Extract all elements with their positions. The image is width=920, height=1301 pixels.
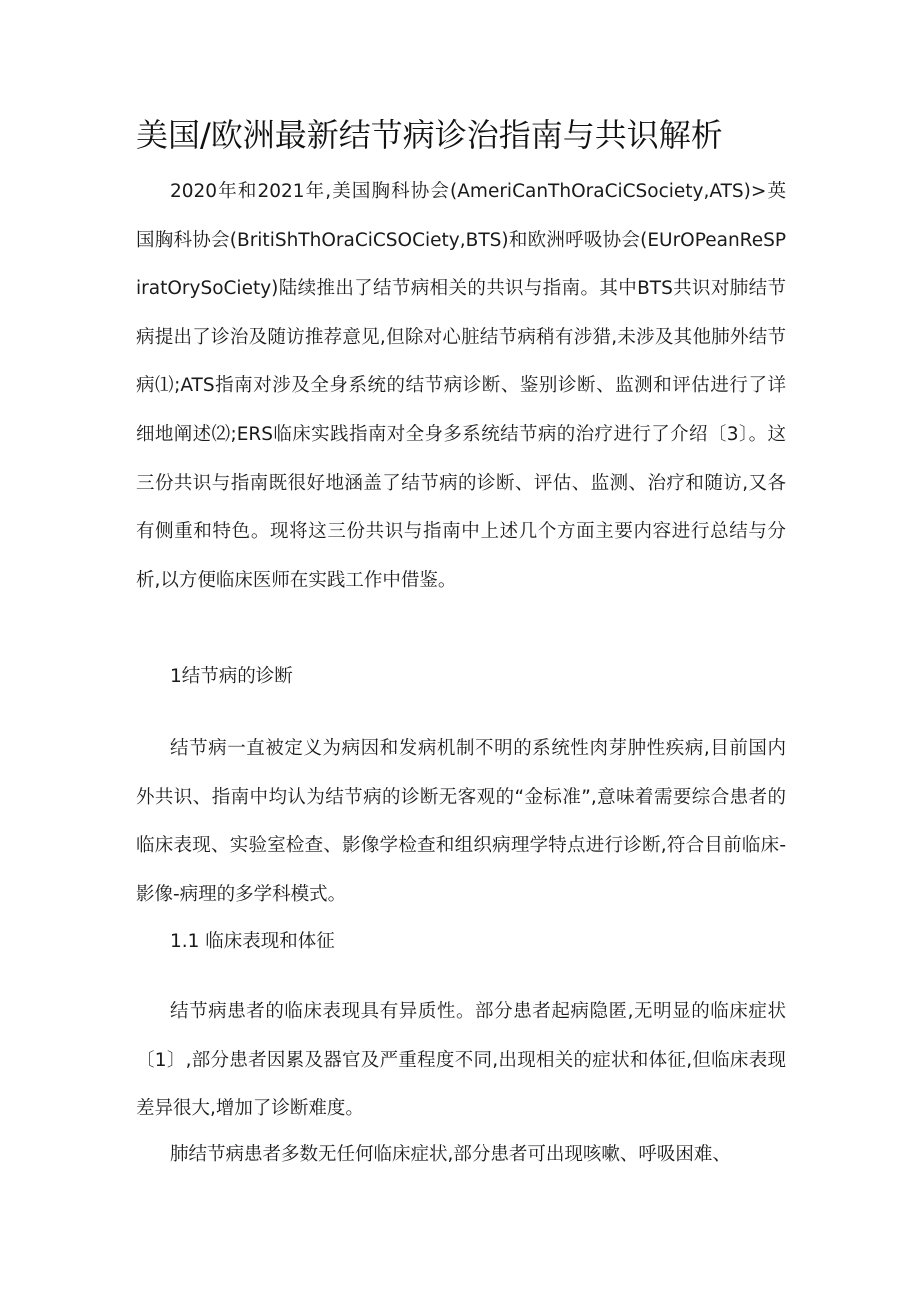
section-heading-clinical: 1.1 临床表现和体征 bbox=[170, 931, 335, 952]
document-title: 美国/欧洲最新结节病诊治指南与共识解析 bbox=[136, 116, 723, 154]
intro-paragraph: 2020年和2021年,美国胸科协会(AmeriCanThOraCiCSociety,ATS)>英国胸科协会(BritiShThOraCiCSOCiety,BTS)和欧洲呼吸协会(EUrOPeanReSPiratOrySoCiety)陆续推出了结节病相关的共识与指南。其中BTS共识对肺结节病提出了诊治及随访推荐意见,但除对心脏结节病稍有涉猎,未涉及其他肺外结节病⑴;ATS指南对涉及全身系统的结节病诊断、鉴别诊断、监测和评估进行了详细地阐述⑵;ERS临床实践指南对全身多系统结节病的治疗进行了介绍〔3〕。这三份共识与指南既很好地涵盖了结节病的诊断、评估、监测、治疗和随访,又各有侧重和特色。现将这三份共识与指南中上述几个方面主要内容进行总结与分析,以方便临床医师在实践工作中借鉴。 bbox=[136, 181, 786, 591]
section-heading-diagnosis: 1结节病的诊断 bbox=[170, 666, 293, 687]
clinical-paragraph-continued: 肺结节病患者多数无任何临床症状,部分患者可出现咳嗽、呼吸困难、 bbox=[170, 1144, 731, 1165]
clinical-paragraph: 结节病患者的临床表现具有异质性。部分患者起病隐匿,无明显的临床症状〔1〕,部分患者因累及器官及严重程度不同,出现相关的症状和体征,但临床表现差异很大,增加了诊断难度。 bbox=[136, 1001, 786, 1120]
diagnosis-paragraph: 结节病一直被定义为病因和发病机制不明的系统性肉芽肿性疾病,目前国内外共识、指南中均认为结节病的诊断无客观的“金标准”,意味着需要综合患者的临床表现、实验室检查、影像学检查和组织病理学特点进行诊断,符合目前临床-影像-病理的多学科模式。 bbox=[136, 738, 786, 905]
